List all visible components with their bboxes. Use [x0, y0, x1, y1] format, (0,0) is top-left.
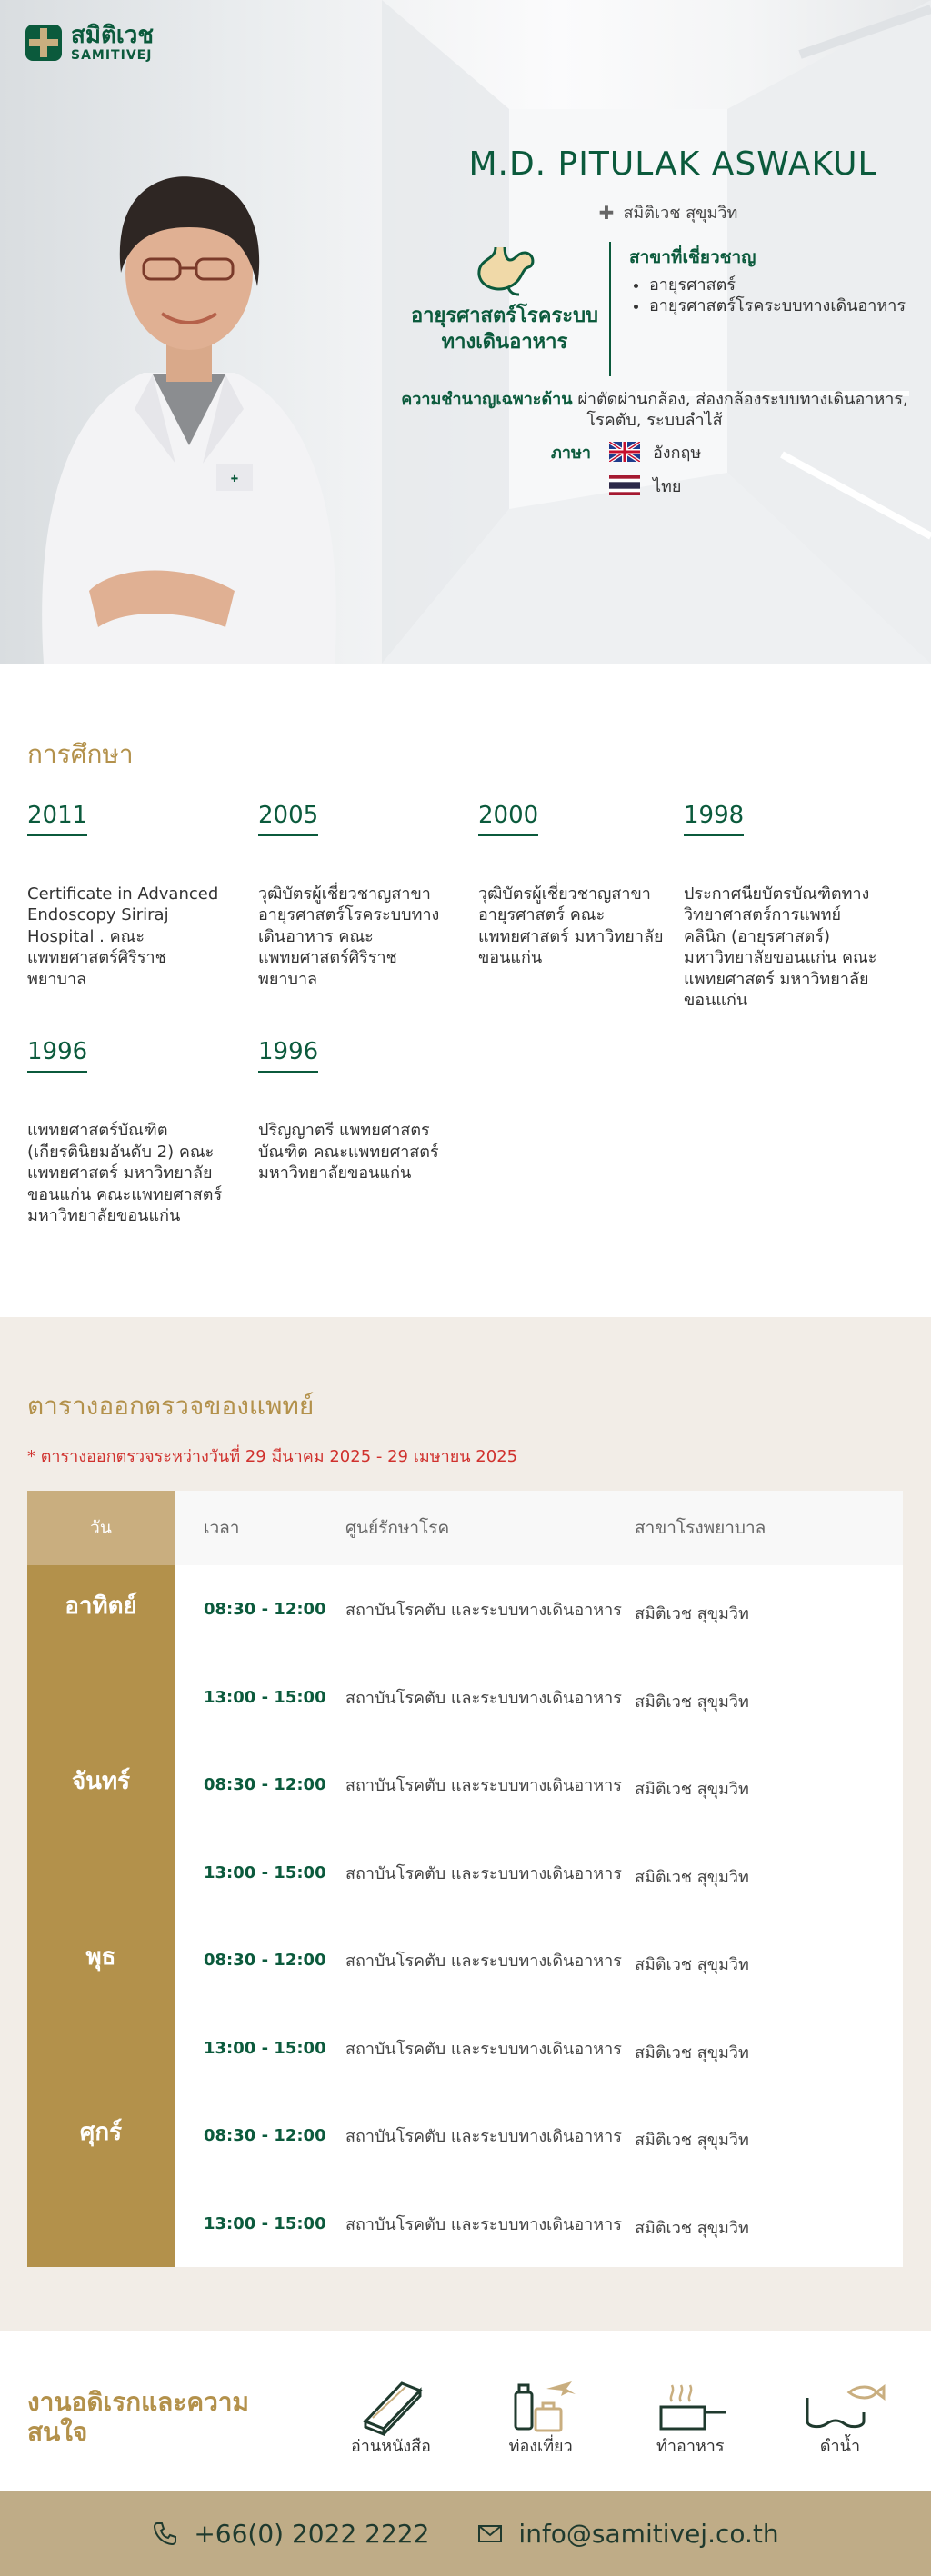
cooking-pot-icon [645, 2376, 736, 2436]
schedule-center: สถาบันโรคตับ และระบบทางเดินอาหาร [345, 1688, 622, 1708]
diving-mask-icon [795, 2376, 886, 2436]
education-item [27, 802, 258, 1011]
education-desc: แพทยศาสตร์บัณฑิต (เกียรตินิยมอันดับ 2) คณะแพทยศาสตร์ มหาวิทยาลัยขอนแก่น คณะแพทยศาสตร์ มหาวิทยาลัยขอนแก่น [27, 1121, 223, 1225]
schedule-branch: สมิติเวช สุขุมวิท [635, 2042, 749, 2062]
education-item [258, 802, 478, 1011]
email-address: info@samitivej.co.th [518, 2518, 779, 2549]
subspecialty-item: • อายุรศาสตร์ [649, 275, 909, 295]
schedule-table [27, 1491, 903, 2267]
schedule-branch: สมิติเวช สุขุมวิท [635, 2131, 749, 2151]
education-item [27, 1038, 258, 1226]
day-cell: จันทร์ [71, 1768, 131, 1796]
subspecialty-item: • อายุรศาสตร์โรคระบบทางเดินอาหาร [649, 295, 909, 316]
hospital-cross-icon: ✚ [598, 201, 615, 224]
thai-flag-icon [609, 475, 640, 495]
schedule-note: * ตารางออกตรวจระหว่างวันที่ 29 มีนาคม 2025 - 29 เมษายน 2025 [27, 1447, 518, 1467]
expertise-text: ผ่าตัดผ่านกล้อง, ส่องกล้องระบบทางเดินอาหาร, โรคตับ, ระบบลำไส้ [577, 390, 908, 431]
phone-icon [152, 2520, 179, 2547]
subspecialty-title: สาขาที่เชี่ยวชาญ [629, 247, 756, 267]
day-cell: พุธ [85, 1943, 116, 1972]
education-year: 1996 [258, 1038, 318, 1073]
logo-cross-icon [25, 25, 62, 61]
logo-text-th: สมิติเวช [71, 22, 155, 49]
contact-footer [0, 2491, 931, 2576]
education-item [258, 1038, 478, 1226]
subspecialty-list [649, 275, 909, 317]
stomach-icon [468, 242, 541, 296]
education-desc: ปริญญาตรี แพทยศาสตรบัณฑิต คณะแพทยศาสตร์ มหาวิทยาลัยขอนแก่น [258, 1121, 439, 1183]
day-column [27, 1565, 175, 2267]
schedule-branch: สมิติเวช สุขุมวิท [635, 1604, 749, 1624]
doctor-profile [400, 145, 909, 499]
schedule-time: 08:30 - 12:00 [204, 1951, 326, 1971]
travel-icon [496, 2376, 586, 2436]
phone-link[interactable] [152, 2519, 429, 2549]
education-year: 2011 [27, 802, 87, 836]
samitivej-logo[interactable] [25, 24, 154, 62]
schedule-center: สถาบันโรคตับ และระบบทางเดินอาหาร [345, 2127, 622, 2147]
phone-number: +66(0) 2022 2222 [194, 2518, 430, 2549]
hobby-item [636, 2376, 745, 2459]
schedule-time: 13:00 - 15:00 [204, 2213, 326, 2233]
expertise-label: ความชำนาญเฉพาะด้าน [401, 390, 573, 409]
schedule-center: สถาบันโรคตับ และระบบทางเดินอาหาร [345, 2214, 622, 2234]
header-day: วัน [27, 1491, 175, 1565]
interests-title: งานอดิเรกและความสนใจ [27, 2386, 249, 2448]
schedule-center: สถาบันโรคตับ และระบบทางเดินอาหาร [345, 1952, 622, 1972]
hobby-item [336, 2376, 445, 2459]
language-label: ภาษา [551, 443, 591, 463]
hobby-label: ทำอาหาร [656, 2436, 725, 2456]
schedule-row [175, 1741, 903, 1829]
header-center: ศูนย์รักษาโรค [345, 1518, 450, 1539]
hobby-label: ท่องเที่ยว [508, 2436, 573, 2456]
logo-text-en: SAMITIVEJ [71, 48, 153, 63]
schedule-row [175, 2180, 903, 2268]
schedule-time: 13:00 - 15:00 [204, 2038, 326, 2058]
languages [400, 439, 909, 499]
language-item [609, 473, 701, 499]
svg-text:✚: ✚ [230, 474, 239, 484]
schedule-center: สถาบันโรคตับ และระบบทางเดินอาหาร [345, 2039, 622, 2059]
schedule-center: สถาบันโรคตับ และระบบทางเดินอาหาร [345, 1863, 622, 1883]
education-desc: ประกาศนียบัตรบัณฑิตทางวิทยาศาสตร์การแพทย์คลินิก (อายุรศาสตร์) มหาวิทยาลัยขอนแก่น คณะแพทยศาสตร์ มหาวิทยาลัยขอนแก่น [684, 884, 877, 1010]
uk-flag-icon [609, 442, 640, 462]
schedule-row [175, 1829, 903, 1917]
schedule-branch: สมิติเวช สุขุมวิท [635, 1780, 749, 1800]
book-icon [345, 2376, 436, 2436]
hobby-item [486, 2376, 596, 2459]
schedule-time: 13:00 - 15:00 [204, 1862, 326, 1882]
specialty-divider [609, 242, 611, 376]
schedule-row [175, 2004, 903, 2092]
schedule-center: สถาบันโรคตับ และระบบทางเดินอาหาร [345, 1776, 622, 1796]
header-time: เวลา [204, 1518, 240, 1539]
schedule-title: ตารางออกตรวจของแพทย์ [27, 1391, 315, 1422]
day-cell: อาทิตย์ [65, 1593, 137, 1621]
interests-section [0, 2331, 931, 2491]
education-desc: วุฒิบัตรผู้เชี่ยวชาญสาขาอายุรศาสตร์โรคระบบทางเดินอาหาร คณะแพทยศาสตร์ศิริราชพยาบาล [258, 884, 440, 989]
schedule-branch: สมิติเวช สุขุมวิท [635, 1692, 749, 1712]
education-year: 1996 [27, 1038, 87, 1073]
education-desc: วุฒิบัตรผู้เชี่ยวชาญสาขาอายุรศาสตร์ คณะแพทยศาสตร์ มหาวิทยาลัยขอนแก่น [478, 884, 664, 968]
hobby-label: ดำน้ำ [819, 2436, 861, 2456]
schedule-time: 08:30 - 12:00 [204, 1775, 326, 1795]
schedule-center: สถาบันโรคตับ และระบบทางเดินอาหาร [345, 1601, 622, 1621]
doctor-photo [25, 136, 353, 664]
schedule-time: 08:30 - 12:00 [204, 1600, 326, 1620]
schedule-row [175, 2092, 903, 2180]
education-item [478, 802, 684, 1011]
education-desc: Certificate in Advanced Endoscopy Siriraj Hospital . คณะแพทยศาสตร์ศิริราชพยาบาล [27, 884, 219, 989]
schedule-branch: สมิติเวช สุขุมวิท [635, 1955, 749, 1975]
schedule-row [175, 1565, 903, 1653]
language-name: ไทย [653, 476, 682, 496]
education-year: 2000 [478, 802, 538, 836]
email-icon [476, 2520, 504, 2547]
specialty-title: อายุรศาสตร์โรคระบบทางเดินอาหาร [410, 305, 599, 354]
language-name: อังกฤษ [653, 443, 702, 463]
education-title: การศึกษา [27, 739, 134, 769]
language-item [609, 439, 701, 465]
doctor-hospital [427, 199, 909, 225]
education-section [0, 664, 931, 1317]
expertise [400, 389, 909, 432]
schedule-branch: สมิติเวช สุขุมวิท [635, 1867, 749, 1887]
schedule-row [175, 1916, 903, 2004]
schedule-time: 08:30 - 12:00 [204, 2126, 326, 2146]
education-year: 2005 [258, 802, 318, 836]
schedule-header [27, 1491, 903, 1565]
hobby-label: อ่านหนังสือ [351, 2436, 431, 2456]
doctor-hero [0, 0, 931, 664]
schedule-branch: สมิติเวช สุขุมวิท [635, 2218, 749, 2238]
hobby-item [786, 2376, 895, 2459]
education-item [684, 802, 893, 1011]
schedule-row [175, 1653, 903, 1742]
email-link[interactable] [476, 2519, 778, 2549]
day-cell: ศุกร์ [79, 2119, 123, 2147]
education-year: 1998 [684, 802, 744, 836]
hospital-name: สมิติเวช สุขุมวิท [623, 204, 738, 223]
header-branch: สาขาโรงพยาบาล [635, 1518, 766, 1539]
doctor-name: M.D. PITULAK ASWAKUL [468, 145, 877, 183]
specialty-row [400, 242, 909, 376]
schedule-time: 13:00 - 15:00 [204, 1687, 326, 1707]
schedule-section [0, 1317, 931, 2331]
